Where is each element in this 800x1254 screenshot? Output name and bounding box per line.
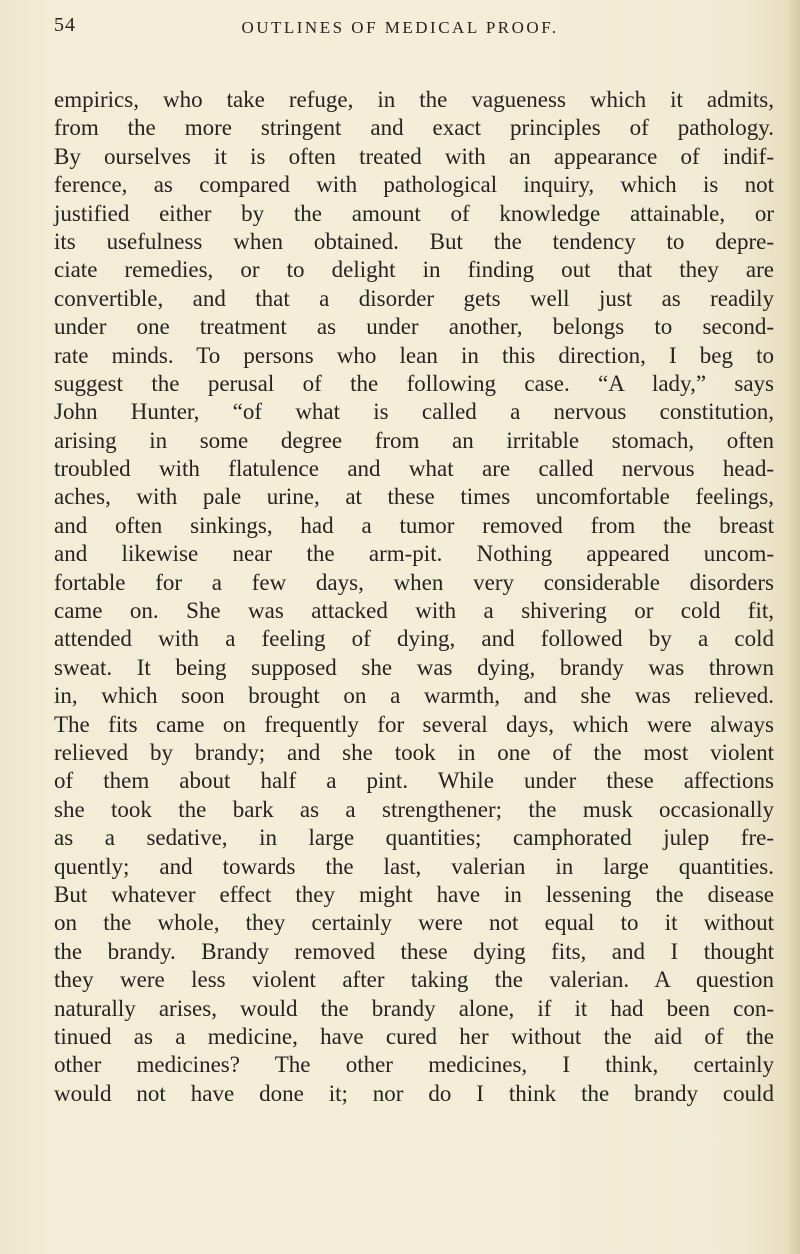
text-line: convertible, and that a disorder gets well just as readily xyxy=(54,285,774,311)
text-line: she took the bark as a strengthener; the musk occasionally xyxy=(54,796,774,822)
text-line: under one treatment as under another, belongs to second- xyxy=(54,314,774,340)
text-line: other medicines? The other medicines, I think, certainly xyxy=(54,1052,774,1078)
text-line: But whatever effect they might have in lessening the disease xyxy=(54,881,774,907)
text-line: would not have done it; nor do I think the brandy could xyxy=(54,1080,774,1106)
text-line: came on. She was attacked with a shivering or cold fit, xyxy=(54,598,774,624)
running-title: OUTLINES OF MEDICAL PROOF. xyxy=(241,18,559,37)
text-line: relieved by brandy; and she took in one of the most violent xyxy=(54,739,774,765)
text-line: and likewise near the arm-pit. Nothing appeared uncom- xyxy=(54,541,774,567)
text-line: in, which soon brought on a warmth, and she was relieved. xyxy=(54,683,774,709)
text-line: tinued as a medicine, have cured her without the aid of the xyxy=(54,1023,774,1049)
page-number: 54 xyxy=(54,14,76,36)
text-line: arising in some degree from an irritable stomach, often xyxy=(54,427,774,453)
text-line: ference, as compared with pathological inquiry, which is not xyxy=(54,172,774,198)
text-line: they were less violent after taking the valerian. A question xyxy=(54,967,774,993)
text-line: and often sinkings, had a tumor removed from the breast xyxy=(54,512,774,538)
text-line: on the whole, they certainly were not equal to it without xyxy=(54,910,774,936)
body-text xyxy=(54,86,774,1108)
text-line: sweat. It being supposed she was dying, brandy was thrown xyxy=(54,654,774,680)
text-line: troubled with flatulence and what are called nervous head- xyxy=(54,456,774,482)
text-line: John Hunter, “of what is called a nervous constitution, xyxy=(54,399,774,425)
text-line: justified either by the amount of knowledge attainable, or xyxy=(54,200,774,226)
text-line: of them about half a pint. While under these affections xyxy=(54,768,774,794)
text-line: from the more stringent and exact principles of pathology. xyxy=(54,115,774,141)
text-line: its usefulness when obtained. But the tendency to depre- xyxy=(54,228,774,254)
text-line: fortable for a few days, when very considerable disorders xyxy=(54,569,774,595)
text-line: as a sedative, in large quantities; camphorated julep fre- xyxy=(54,825,774,851)
text-line: attended with a feeling of dying, and followed by a cold xyxy=(54,626,774,652)
text-line: the brandy. Brandy removed these dying fits, and I thought xyxy=(54,938,774,964)
text-line: By ourselves it is often treated with an appearance of indif- xyxy=(54,143,774,169)
text-line: suggest the perusal of the following case. “A lady,” says xyxy=(54,370,774,396)
page-edge-shadow xyxy=(786,0,800,1254)
text-line: quently; and towards the last, valerian in large quantities. xyxy=(54,853,774,879)
text-line: rate minds. To persons who lean in this direction, I beg to xyxy=(54,342,774,368)
text-line: aches, with pale urine, at these times uncomfortable feelings, xyxy=(54,484,774,510)
text-line: naturally arises, would the brandy alone, if it had been con- xyxy=(54,995,774,1021)
text-line: ciate remedies, or to delight in finding out that they are xyxy=(54,257,774,283)
text-line: empirics, who take refuge, in the vagueness which it admits, xyxy=(54,87,774,112)
text-line: The fits came on frequently for several days, which were always xyxy=(54,711,774,737)
